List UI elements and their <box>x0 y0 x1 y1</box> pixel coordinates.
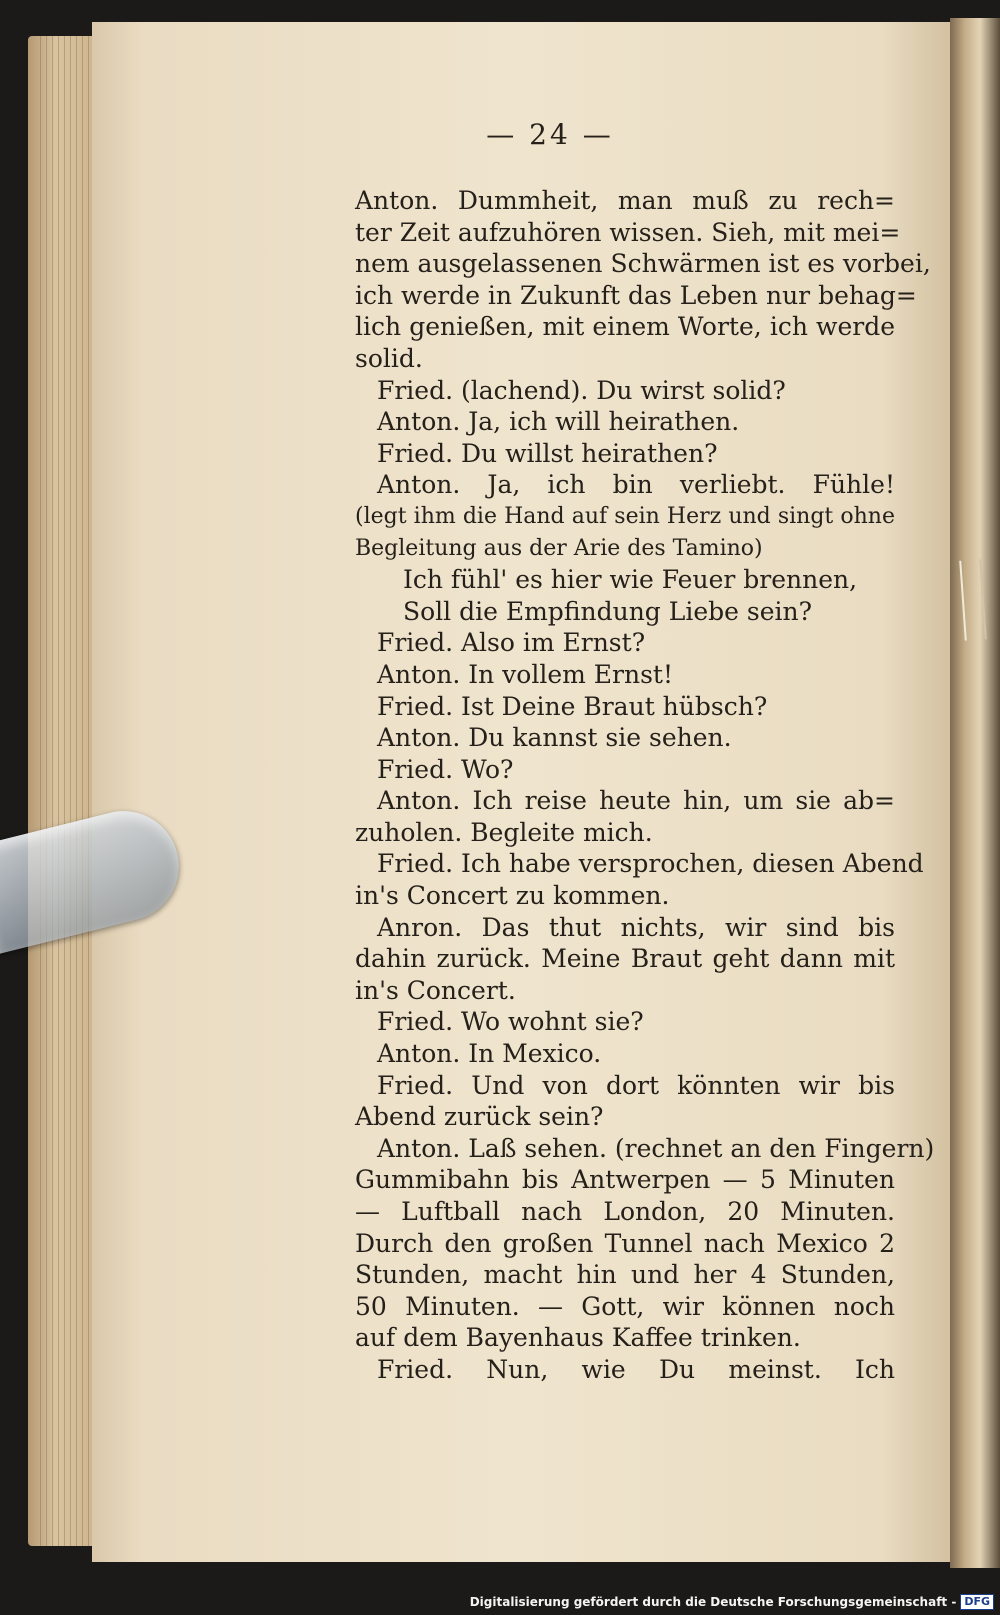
text-line: zuholen. Begleite mich. <box>355 817 653 847</box>
text-line: (legt ihm die Hand auf sein Herz und singt ohne <box>355 503 895 529</box>
book-gutter <box>950 18 1000 1568</box>
text-line: Durch den großen Tunnel nach Mexico 2 <box>355 1228 895 1258</box>
text-line: Gummibahn bis Antwerpen — 5 Minuten <box>355 1165 895 1195</box>
text-line: Fried. Ich habe versprochen, diesen Abend <box>377 849 924 879</box>
text-line: in's Concert zu kommen. <box>355 881 670 911</box>
text-line: Anton. In Mexico. <box>377 1039 602 1069</box>
text-line: Anton. Ja, ich bin verliebt. Fühle! <box>377 470 895 500</box>
text-block <box>355 185 935 1386</box>
text-line: Fried. Wo? <box>377 754 514 784</box>
text-line: Fried. Ist Deine Braut hübsch? <box>377 691 768 721</box>
digitization-footer <box>470 1593 994 1611</box>
text-line: Begleitung aus der Arie des Tamino) <box>355 535 763 561</box>
text-line: solid. <box>355 343 423 373</box>
text-line: Soll die Empfindung Liebe sein? <box>403 596 813 626</box>
text-line: Anton. Ich reise heute hin, um sie ab= <box>377 786 895 816</box>
text-line: Fried. Und von dort könnten wir bis <box>377 1070 895 1100</box>
text-line: Ich fühl' es hier wie Feuer brennen, <box>403 565 858 595</box>
text-line: ter Zeit aufzuhören wissen. Sieh, mit mei= <box>355 217 901 247</box>
footer-text: Digitalisierung gefördert durch die Deutsche Forschungsgemeinschaft - <box>469 1595 957 1609</box>
dfg-logo: DFG <box>960 1594 994 1610</box>
text-line: Fried. Nun, wie Du meinst. Ich <box>377 1354 895 1384</box>
text-line: nem ausgelassenen Schwärmen ist es vorbei, <box>355 249 931 279</box>
text-line: Fried. Also im Ernst? <box>377 628 646 658</box>
text-line: Anton. In vollem Ernst! <box>377 659 674 689</box>
text-line: lich genießen, mit einem Worte, ich werde <box>355 312 895 342</box>
text-line: Anton. Dummheit, man muß zu rech= <box>355 186 895 215</box>
text-line: 50 Minuten. — Gott, wir können noch <box>355 1291 895 1321</box>
text-line: in's Concert. <box>355 975 516 1005</box>
text-line: Anron. Das thut nichts, wir sind bis <box>377 912 895 942</box>
page-edge-lines <box>40 36 90 1546</box>
text-line: — Luftball nach London, 20 Minuten. <box>355 1197 895 1226</box>
page-number: — 24 — <box>486 118 614 151</box>
text-line: Fried. Du willst heirathen? <box>377 438 718 468</box>
text-line: ich werde in Zukunft das Leben nur behag= <box>355 280 917 310</box>
text-line: auf dem Bayenhaus Kaffee trinken. <box>355 1323 801 1353</box>
text-line: Anton. Du kannst sie sehen. <box>377 723 732 753</box>
text-line: Anton. Laß sehen. (rechnet an den Fingern) <box>377 1133 935 1163</box>
text-line: Fried. (lachend). Du wirst solid? <box>377 375 786 405</box>
text-line: Anton. Ja, ich will heirathen. <box>377 407 740 437</box>
text-line: Fried. Wo wohnt sie? <box>377 1007 644 1037</box>
text-line: dahin zurück. Meine Braut geht dann mit <box>355 944 895 974</box>
text-line: Stunden, macht hin und her 4 Stunden, <box>355 1260 895 1290</box>
text-line: Abend zurück sein? <box>355 1102 604 1132</box>
